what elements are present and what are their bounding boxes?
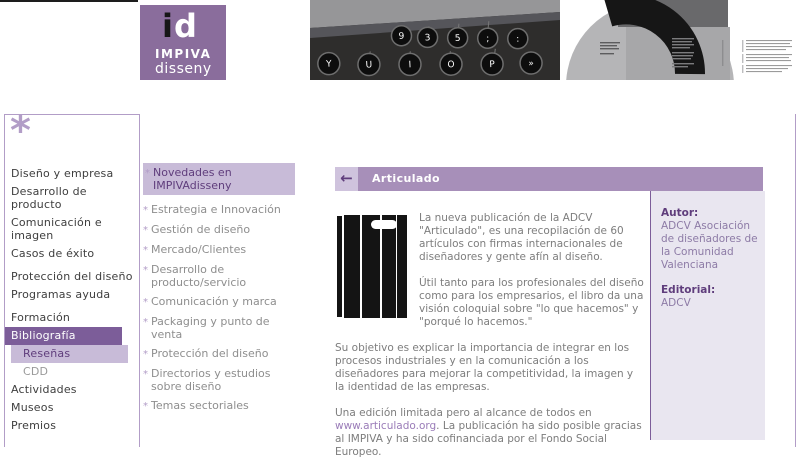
asterisk-bullet-icon: * bbox=[143, 369, 148, 380]
asterisk-bullet-icon: * bbox=[143, 245, 148, 256]
asterisk-bullet-icon: * bbox=[145, 168, 150, 179]
sidebar-item-formacion[interactable]: Formación bbox=[11, 311, 71, 324]
typewriter-key: U bbox=[365, 60, 373, 71]
article-body bbox=[335, 212, 645, 472]
content-header-bar bbox=[335, 167, 763, 191]
main-menu bbox=[5, 165, 139, 435]
sidebar-item-desarrollo-de-producto[interactable]: Desarrollo de producto bbox=[11, 185, 87, 211]
typewriter-key: ; bbox=[485, 34, 490, 45]
logo-impiva-text: IMPIVA bbox=[155, 47, 212, 61]
submenu-item-packaging[interactable]: * Packaging y punto de venta bbox=[143, 315, 270, 341]
asterisk-bullet-icon: * bbox=[143, 401, 148, 412]
editorial-value: ADCV bbox=[661, 297, 691, 309]
typewriter-key: 5 bbox=[454, 33, 461, 44]
sidebar-item-actividades[interactable]: Actividades bbox=[11, 383, 77, 396]
typewriter-key: P bbox=[489, 59, 496, 71]
book-spine bbox=[337, 216, 342, 317]
paragraph-2: Útil tanto para los profesionales del diseño como para los empresarios, el libro da una visión coloquial sobre "lo que hacemos" y "porqué lo hacemos." bbox=[419, 277, 644, 328]
asterisk-bullet-icon: * bbox=[143, 265, 148, 276]
sidebar-item-casos-de-exito[interactable]: Casos de éxito bbox=[11, 247, 95, 260]
typewriter-key: O bbox=[447, 60, 455, 71]
book-face bbox=[344, 215, 407, 318]
impiva-disseny-logo[interactable] bbox=[140, 5, 226, 80]
submenu-item-comunicacion[interactable]: * Comunicación y marca bbox=[143, 295, 277, 308]
submenu-item-directorios[interactable]: * Directorios y estudios sobre diseño bbox=[143, 367, 271, 393]
submenu-item-temas[interactable]: * Temas sectoriales bbox=[143, 399, 249, 412]
top-rule bbox=[0, 0, 138, 2]
submenu-item-proteccion[interactable]: * Protección del diseño bbox=[143, 347, 269, 360]
articulado-link[interactable]: www.articulado.org bbox=[335, 420, 437, 432]
author-label: Autor: bbox=[661, 207, 699, 219]
sidebar-item-proteccion-del-diseno[interactable]: Protección del diseño bbox=[11, 270, 133, 283]
book-cover-image bbox=[335, 215, 407, 318]
publication-info-box bbox=[650, 191, 765, 440]
typewriter-key: 9 bbox=[398, 31, 405, 42]
typewriter-key: : bbox=[516, 34, 520, 45]
submenu-item-gestion[interactable]: * Gestión de diseño bbox=[143, 223, 251, 236]
sidebar-item-programas-ayuda[interactable]: Programas ayuda bbox=[11, 288, 111, 301]
paragraph-3: Su objetivo es explicar la importancia de integrar en los procesos industriales y en la comunicación a los diseñadores para mejorar la competitividad, la imagen y la identidad de las empresas. bbox=[335, 342, 634, 393]
sidebar-item-museos[interactable]: Museos bbox=[11, 401, 54, 414]
typewriter-key: I bbox=[408, 60, 412, 71]
typewriter-key: 3 bbox=[424, 33, 431, 44]
submenu-item-estrategia[interactable]: * Estrategia e Innovación bbox=[143, 203, 281, 216]
sidebar-item-premios[interactable]: Premios bbox=[11, 419, 57, 432]
asterisk-bullet-icon: * bbox=[143, 317, 148, 328]
back-arrow-icon: ← bbox=[340, 169, 353, 187]
logo-mark: id bbox=[162, 7, 198, 45]
sidebar-item-cdd[interactable]: CDD bbox=[23, 365, 49, 378]
paragraph-1: La nueva publicación de la ADCV "Articulado", es una recopilación de 60 artículos con firmas internacionales de diseñadores y gente afín al diseño. bbox=[419, 212, 624, 263]
typewriter-photo bbox=[310, 0, 560, 80]
sidebar-item-resenas[interactable]: Reseñas bbox=[11, 345, 128, 363]
logo-disseny-text: disseny bbox=[155, 61, 212, 77]
sidebar-item-comunicacion-e-imagen[interactable]: Comunicación e imagen bbox=[11, 216, 102, 242]
category-submenu bbox=[143, 163, 295, 419]
submenu-item-novedades[interactable]: * Novedades en IMPIVAdisseny bbox=[143, 163, 295, 195]
page-title: Articulado bbox=[358, 167, 763, 191]
typewriter-key: Y bbox=[325, 59, 332, 70]
right-divider-line bbox=[795, 114, 796, 447]
asterisk-bullet-icon: * bbox=[143, 349, 148, 360]
sidebar-item-diseno-y-empresa[interactable]: Diseño y empresa bbox=[11, 167, 114, 180]
paragraph-4: Una edición limitada pero al alcance de todos en www.articulado.org. La publicación ha sido posible gracias al IMPIVA y ha sido cofinanciada por el Fondo Social Europeo. bbox=[335, 407, 642, 458]
book-cover-pill-shape bbox=[371, 220, 397, 229]
design-poster-art bbox=[562, 0, 798, 80]
editorial-label: Editorial: bbox=[661, 284, 716, 296]
sidebar-item-bibliografia[interactable]: Bibliografía bbox=[5, 327, 122, 345]
back-button[interactable] bbox=[335, 167, 358, 191]
submenu-item-mercado[interactable]: * Mercado/Clientes bbox=[143, 243, 247, 256]
asterisk-bullet-icon: * bbox=[143, 225, 148, 236]
asterisk-bullet-icon: * bbox=[143, 205, 148, 216]
author-value: ADCV Asociación de diseñadores de la Comunidad Valenciana bbox=[661, 220, 758, 271]
asterisk-logo-icon: * bbox=[10, 108, 31, 154]
asterisk-bullet-icon: * bbox=[143, 297, 148, 308]
submenu-item-desarrollo[interactable]: * Desarrollo de producto/servicio bbox=[143, 263, 247, 289]
typewriter-key: » bbox=[528, 58, 535, 70]
